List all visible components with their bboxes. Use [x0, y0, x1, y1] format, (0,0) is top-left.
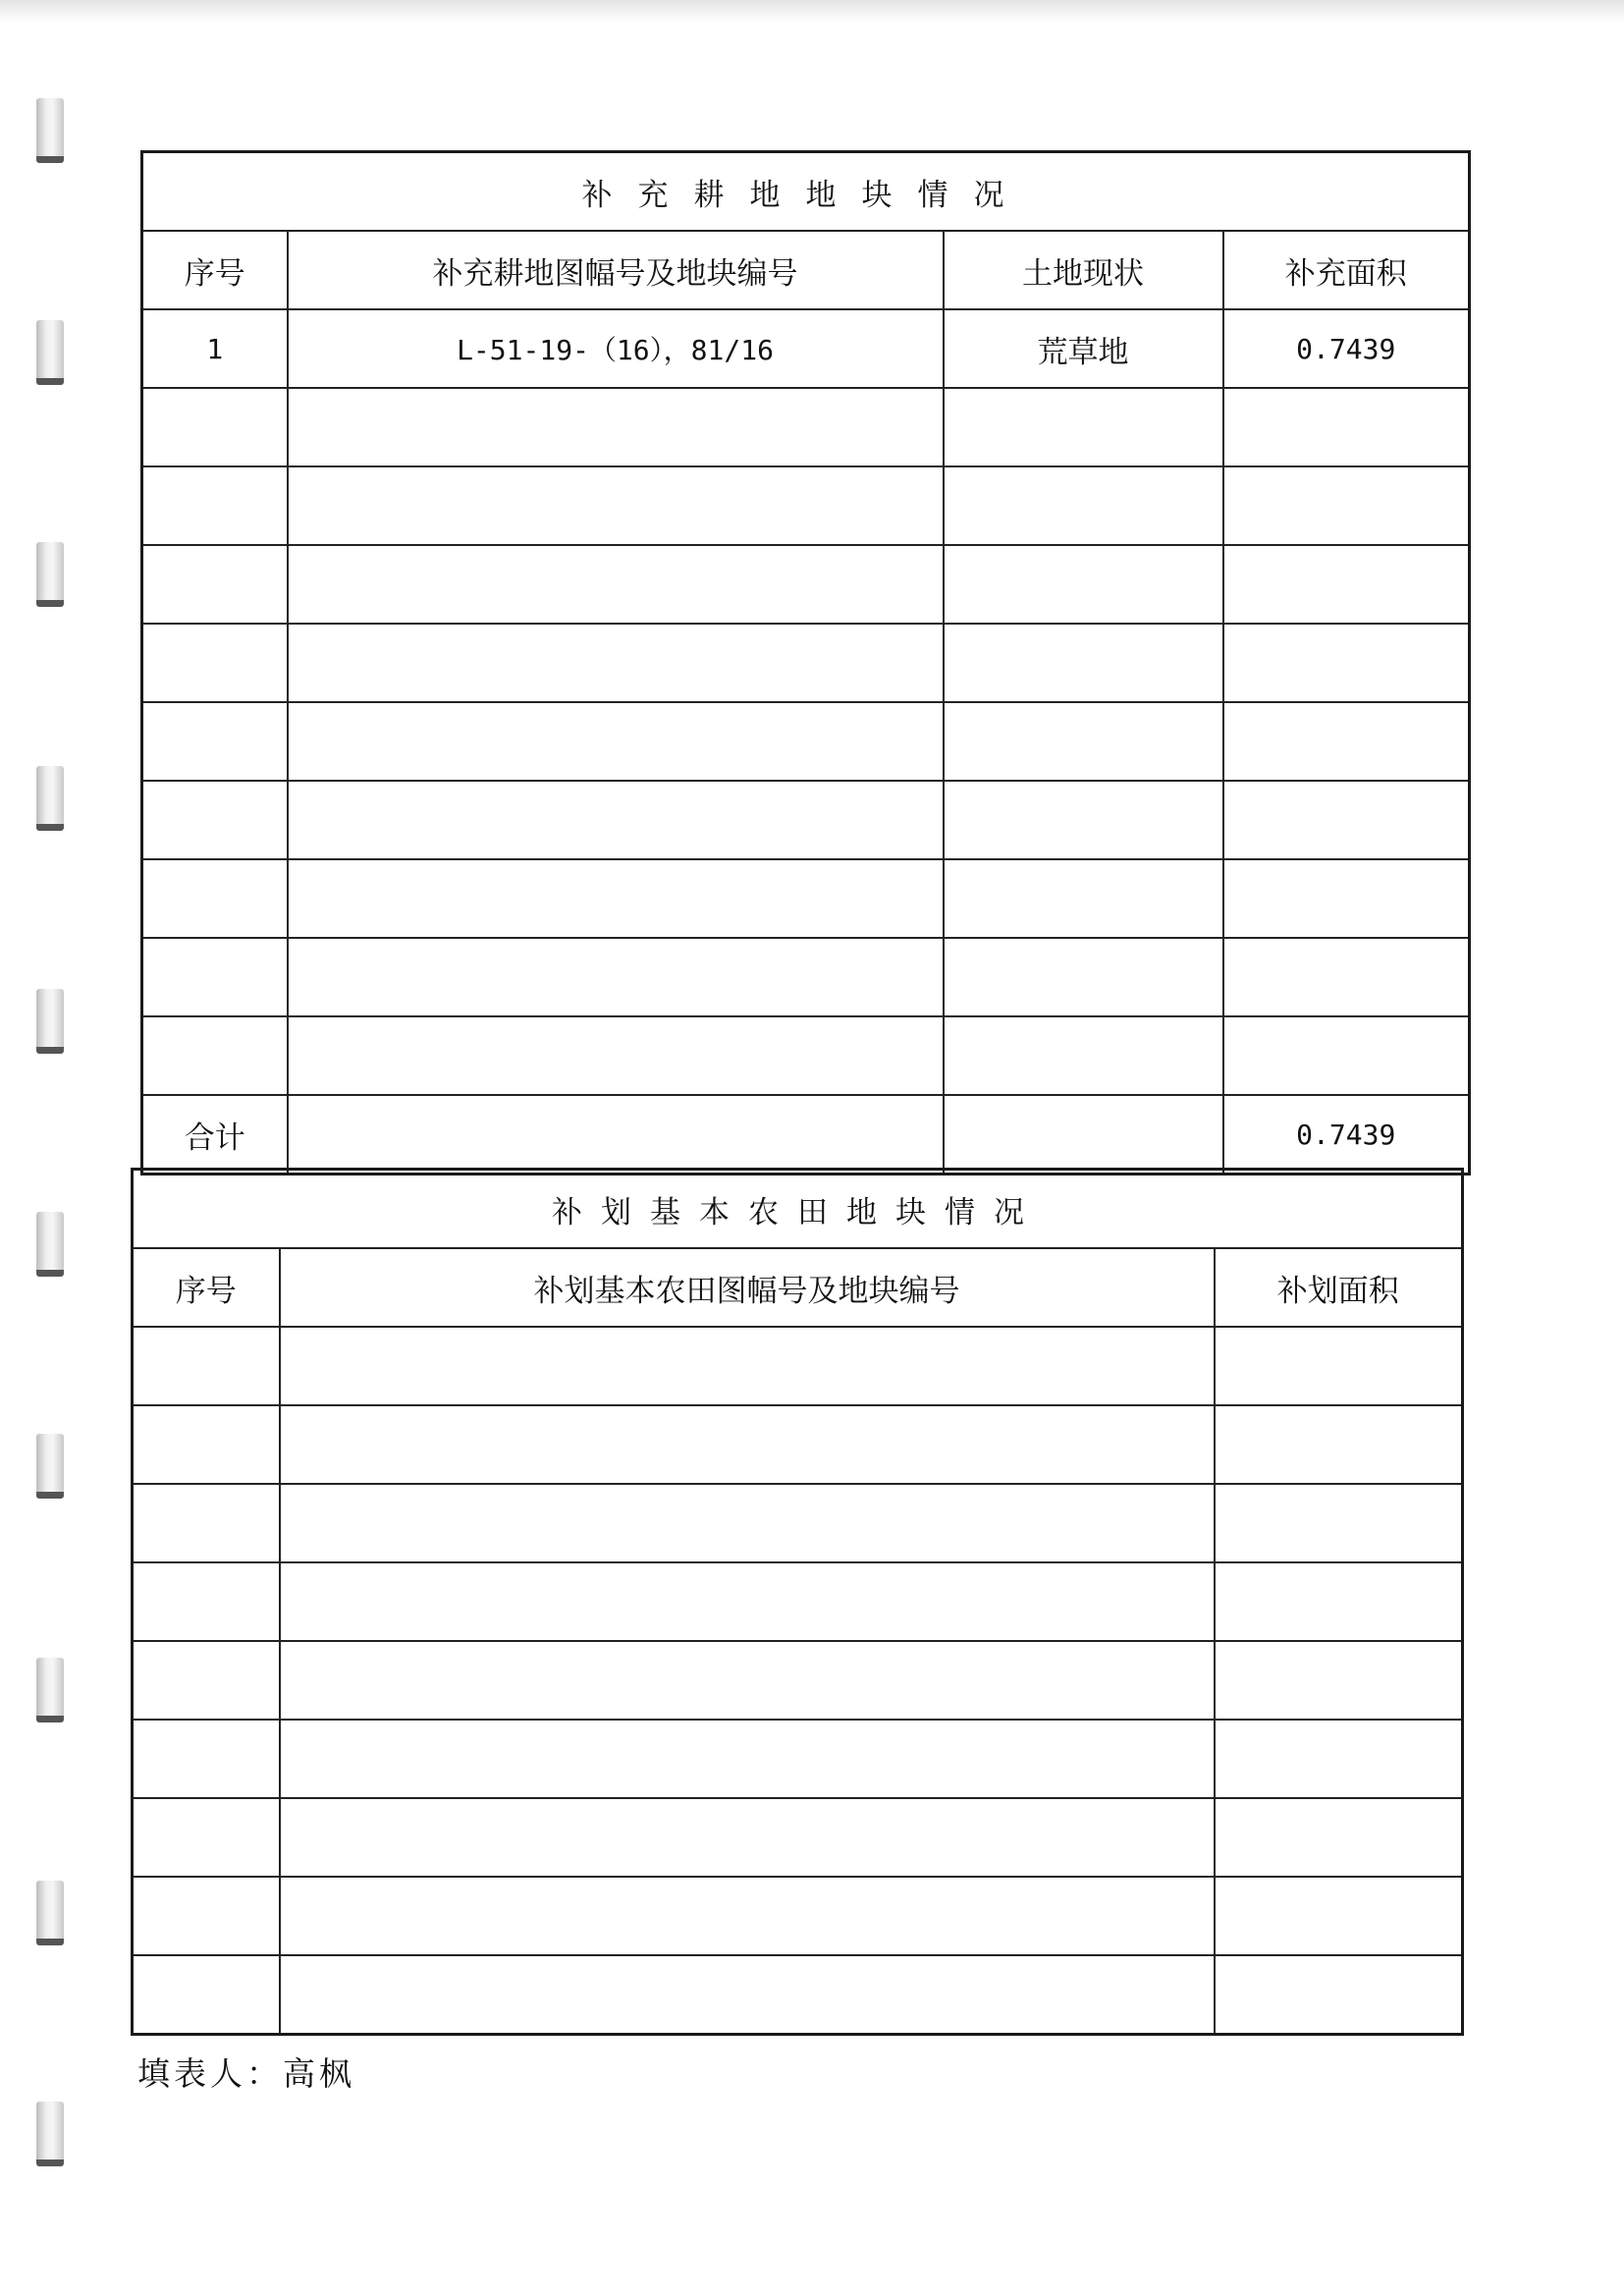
binder-hole: [36, 98, 64, 163]
cell-land-status: [944, 466, 1223, 545]
table-row: [142, 624, 1470, 702]
total-area-value: 0.7439: [1223, 1095, 1470, 1175]
header-seq: 序号: [142, 231, 288, 309]
table-row: [142, 466, 1470, 545]
cell-seq: [142, 702, 288, 781]
table-row: [133, 1562, 1463, 1641]
header-area: 补充面积: [1223, 231, 1470, 309]
cell-area: [1223, 938, 1470, 1016]
table-row: [133, 1955, 1463, 2035]
table-row: [142, 702, 1470, 781]
table-row: [142, 545, 1470, 624]
cell-map-parcel-no: [280, 1877, 1215, 1955]
binder-hole: [36, 1658, 64, 1722]
cell-area: [1223, 466, 1470, 545]
cell-area: [1223, 702, 1470, 781]
cell-map-parcel-no: [280, 1484, 1215, 1562]
filler-name: 高枫: [283, 2054, 355, 2093]
cell-map-parcel-no: [288, 388, 944, 466]
total-empty-cell: [944, 1095, 1223, 1175]
table-row: [142, 1016, 1470, 1095]
table-row: [142, 388, 1470, 466]
cell-land-status: [944, 1016, 1223, 1095]
cell-seq: [133, 1720, 280, 1798]
cell-area: [1215, 1641, 1463, 1720]
cell-land-status: [944, 545, 1223, 624]
header-seq: 序号: [133, 1248, 280, 1327]
cell-seq: [142, 938, 288, 1016]
cell-area: [1215, 1484, 1463, 1562]
cell-map-parcel-no: [280, 1955, 1215, 2035]
cell-area: [1223, 624, 1470, 702]
cell-land-status: [944, 624, 1223, 702]
cell-seq: [142, 781, 288, 859]
table-row: [133, 1641, 1463, 1720]
cell-land-status: [944, 938, 1223, 1016]
cell-area: [1215, 1327, 1463, 1405]
binder-hole: [36, 989, 64, 1054]
cell-land-status: [944, 702, 1223, 781]
cell-area: [1215, 1720, 1463, 1798]
header-map-parcel-no: 补划基本农田图幅号及地块编号: [280, 1248, 1215, 1327]
header-land-status: 土地现状: [944, 231, 1223, 309]
table-row: [133, 1877, 1463, 1955]
cell-area: [1215, 1405, 1463, 1484]
filler-label: 填表人：: [137, 2054, 283, 2093]
cell-area: [1223, 1016, 1470, 1095]
cell-seq: [133, 1562, 280, 1641]
scan-top-shadow: [0, 0, 1624, 22]
cell-seq: [133, 1484, 280, 1562]
table-row: [142, 859, 1470, 938]
binder-hole: [36, 1434, 64, 1499]
cell-area: [1223, 781, 1470, 859]
header-area: 补划面积: [1215, 1248, 1463, 1327]
cell-map-parcel-no: [288, 859, 944, 938]
total-empty-cell: [288, 1095, 944, 1175]
cell-map-parcel-no: [280, 1720, 1215, 1798]
cell-map-parcel-no: [280, 1405, 1215, 1484]
cell-land-status: [944, 388, 1223, 466]
cell-map-parcel-no: [288, 702, 944, 781]
cell-area: [1215, 1955, 1463, 2035]
cell-seq: [142, 388, 288, 466]
cell-area: [1223, 388, 1470, 466]
cell-map-parcel-no: [288, 466, 944, 545]
cell-map-parcel-no: [280, 1562, 1215, 1641]
cell-land-status: 荒草地: [944, 309, 1223, 388]
cell-seq: [142, 545, 288, 624]
table-row: [133, 1798, 1463, 1877]
form-filler: [137, 2049, 355, 2095]
binder-hole: [36, 320, 64, 385]
binder-hole: [36, 542, 64, 607]
table-row: [133, 1720, 1463, 1798]
header-map-parcel-no: 补充耕地图幅号及地块编号: [288, 231, 944, 309]
table-row: [133, 1484, 1463, 1562]
supplementary-farmland-table: [140, 150, 1471, 1175]
cell-seq: [133, 1641, 280, 1720]
cell-seq: [133, 1877, 280, 1955]
cell-map-parcel-no: [288, 938, 944, 1016]
cell-area: [1215, 1877, 1463, 1955]
cell-seq: [142, 466, 288, 545]
table-row: [142, 781, 1470, 859]
table2-title: 补划基本农田地块情况: [133, 1170, 1463, 1249]
cell-seq: [133, 1405, 280, 1484]
cell-land-status: [944, 781, 1223, 859]
cell-map-parcel-no: [280, 1641, 1215, 1720]
binder-hole: [36, 766, 64, 831]
cell-map-parcel-no: [288, 545, 944, 624]
cell-map-parcel-no: [280, 1327, 1215, 1405]
cell-seq: 1: [142, 309, 288, 388]
total-row: [142, 1095, 1470, 1175]
binder-hole: [36, 2102, 64, 2166]
table-row: [133, 1327, 1463, 1405]
cell-area: [1215, 1562, 1463, 1641]
cell-map-parcel-no: [288, 781, 944, 859]
table-row: [133, 1405, 1463, 1484]
cell-area: [1223, 859, 1470, 938]
cell-seq: [133, 1955, 280, 2035]
basic-farmland-table: [131, 1168, 1464, 2036]
cell-seq: [133, 1327, 280, 1405]
cell-area: [1223, 545, 1470, 624]
table-row: [142, 309, 1470, 388]
table-row: [142, 938, 1470, 1016]
cell-map-parcel-no: [288, 624, 944, 702]
cell-map-parcel-no: [288, 1016, 944, 1095]
cell-seq: [142, 624, 288, 702]
cell-map-parcel-no: L-51-19-（16），81/16: [288, 309, 944, 388]
cell-seq: [133, 1798, 280, 1877]
cell-seq: [142, 1016, 288, 1095]
cell-area: 0.7439: [1223, 309, 1470, 388]
cell-map-parcel-no: [280, 1798, 1215, 1877]
table1-title: 补充耕地地块情况: [142, 152, 1470, 232]
total-label: 合计: [142, 1095, 288, 1175]
cell-land-status: [944, 859, 1223, 938]
binder-hole: [36, 1881, 64, 1945]
cell-area: [1215, 1798, 1463, 1877]
cell-seq: [142, 859, 288, 938]
binder-hole: [36, 1212, 64, 1277]
